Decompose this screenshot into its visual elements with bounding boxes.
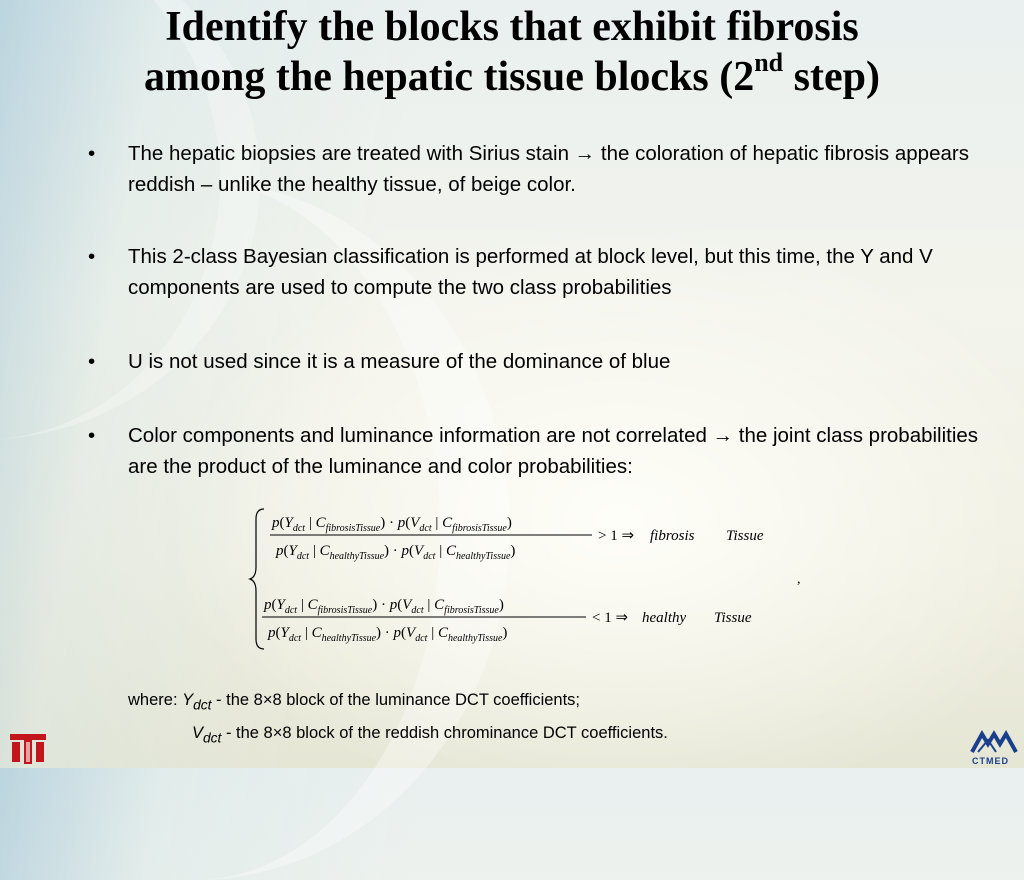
university-logo-icon [8,732,48,766]
title-line-1: Identify the blocks that exhibit fibrosis [165,4,859,50]
title-line-2: among the hepatic tissue blocks (2 [144,54,755,100]
svg-text:p(Ydct | CfibrosisTissue) · p(: $p(Y_{dct}$ | $C_{fibrosisTissue}) \cdot p(V_{dct}$ | $C_{fibrosisTissue}$) [272,515,512,534]
left-brace [250,509,264,649]
slide-title [0,2,1024,102]
bullet-item: • U is not used since it is a measure of the dominance of blue [88,346,1008,377]
svg-text:healthy: healthy [642,610,687,626]
svg-text:p(Ydct | ChealthyTissue) · p(V: $p(Y_{dct}$ | $C_{healthyTissue}) \cdot p(V_{dct}$ | $C_{healthyTissue}$) [268,625,508,644]
svg-text:fibrosis: fibrosis [650,528,695,544]
definition-v: $V_{dct}$ - the 8×8 block of the reddish chrominance DCT coefficients. [192,724,668,746]
classification-formula [250,505,810,655]
variable-definitions [128,686,668,753]
bullet-item: • The hepatic biopsies are treated with Sirius stain → the coloration of hepatic fibrosis appears reddish – unlike the healthy tissue, of beige color. [88,138,1008,200]
svg-text:< 1 ⇒: < 1 ⇒ [592,610,629,626]
formula-svg [250,505,810,655]
formula-comma: , [797,572,801,587]
svg-text:> 1 ⇒: > 1 ⇒ [598,528,635,544]
university-logo [8,732,48,766]
case1-result [598,528,764,544]
svg-text:p(Ydct | CfibrosisTissue) · p(: $p(Y_{dct}$ | $C_{fibrosisTissue}) \cdot p(V_{dct}$ | $C_{fibrosisTissue}$) [264,597,504,616]
ctmed-logo-icon [968,730,1020,756]
svg-text:Tissue: Tissue [726,528,764,544]
svg-text:Tissue: Tissue [714,610,752,626]
bullet-item: • This 2-class Bayesian classification is performed at block level, but this time, the Y and V components are used to compute the two class probabilities [88,241,1008,303]
title-superscript: nd [754,48,784,77]
bullet-item: • Color components and luminance information are not correlated → the joint class probabilities are the product of the luminance and color probabilities: [88,420,1008,482]
definition-y: where: $Y_{dct}$ - the 8×8 block of the luminance DCT coefficients; [128,691,581,713]
case2-numerator [263,597,504,616]
case1-denominator [275,543,515,562]
title-line-2-end: step) [783,54,880,100]
case2-denominator [267,625,507,644]
ctmed-logo-text: CTMED [972,756,1009,766]
bullet-list [88,138,1008,482]
svg-text:p(Ydct | ChealthyTissue) · p(V: $p(Y_{dct}$ | $C_{healthyTissue}) \cdot p(V_{dct}$ | $C_{healthyTissue}$) [276,543,516,562]
case2-result [592,610,752,626]
case1-numerator [271,515,512,534]
